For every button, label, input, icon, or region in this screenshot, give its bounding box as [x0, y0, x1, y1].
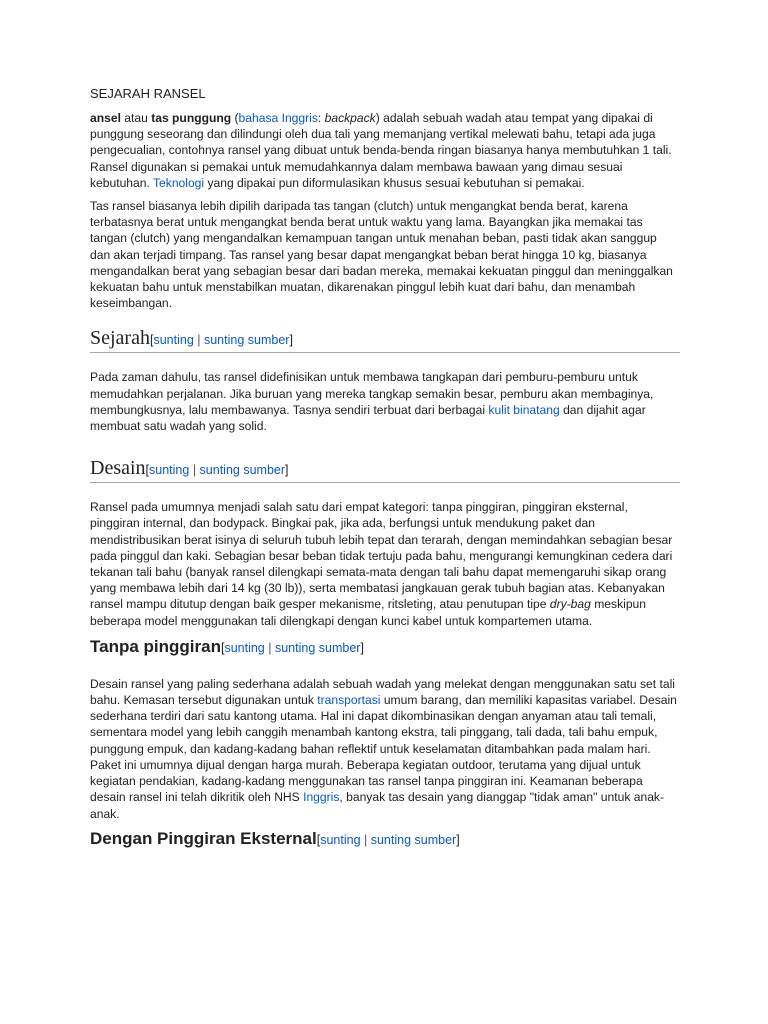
heading-sejarah: Sejarah[sunting | sunting sumber]	[90, 327, 680, 353]
desain-paragraph: Ransel pada umumnya menjadi salah satu dari empat kategori: tanpa pinggiran, pinggiran eksternal, pinggiran internal, dan bodypack. Bingkai pak, jika ada, berfungsi untuk mendukung paket dan mendistribusikan berat isinya di seluruh tubuh lebih tepat dan terarah, dengan memindahkan sebagian besar pada pinggul dan kaki. Sebagian besar beban tidak tertuju pada bahu, mengurangi kemungkinan cedera dari tekanan tali bahu (banyak ransel dilengkapi semata-mata dengan tali bahu dapat memengaruhi sikap orang yang membawa lebih dari 14 kg (30 lb)), serta membatasi jangkauan gerak tubuh bagian atas. Kebanyakan ransel mampu ditutup dengan baik gesper mekanisme, ritsleting, atau penutupan tipe dry-bag meskipun beberapa model menggunakan tali dilengkapi dengan kunci kabel untuk kompartemen utama.	[90, 500, 673, 628]
term-backpack: backpack	[324, 111, 376, 125]
edit-link-sunting[interactable]: sunting	[149, 463, 190, 478]
edit-section-sejarah: [sunting | sunting sumber]	[149, 333, 293, 348]
heading-dengan-pinggiran-eksternal: Dengan Pinggiran Eksternal[sunting | sunting sumber]	[90, 828, 460, 848]
edit-section-eksternal: [sunting | sunting sumber]	[316, 832, 460, 847]
link-teknologi[interactable]: Teknologi	[153, 175, 205, 190]
edit-link-sunting-sumber[interactable]: sunting sumber	[370, 832, 457, 847]
edit-section-desain: [sunting | sunting sumber]	[145, 463, 289, 478]
edit-link-sunting[interactable]: sunting	[224, 640, 265, 655]
link-bahasa-inggris[interactable]: bahasa Inggris	[238, 111, 318, 125]
paragraph-clutch: Tas ransel biasanya lebih dipilih daripada tas tangan (clutch) untuk mengangkat benda berat, karena terbatasnya berat untuk mengangkat benda berat untuk waktu yang lama. Bayangkan jika memakai tas tangan (clutch) yang mengandalkan kemampuan tangan untuk menahan beban, pasti tidak akan sanggup dan akan terjadi timpang. Tas ransel yang besar dapat mengangkat beban berat hingga 10 kg, biasanya mengandalkan berat yang sebagian besar dari badan mereka, memakai kekuatan pinggul dan meninggalkan kekuatan bahu untuk menstabilkan muatan, dikarenakan pinggul lebih kuat dari bahu, dan menambah keseimbangan.	[90, 199, 673, 311]
link-kulit-binatang[interactable]: kulit binatang	[488, 402, 560, 417]
link-transportasi[interactable]: transportasi	[317, 693, 381, 708]
term-tas-punggung: tas punggung	[151, 111, 232, 125]
intro-paragraph: ansel atau tas punggung (bahasa Inggris: backpack) adalah sebuah wadah atau tempat yang dipakai di punggung seseorang dan dilindungi oleh dua tali yang memanjang vertikal melewati bahu, tetapi ada juga pengecualian, contohnya ransel yang dibuat untuk benda-benda ringan biasanya hanya membutuhkan 1 tali. Ransel digunakan si pemakai untuk memudahkannya dalam membawa bawaan yang dimau sesuai kebutuhan. Teknologi yang dipakai pun diformulasikan khusus sesuai kebutuhan si pemakai.	[90, 111, 672, 190]
term-ansel: ansel	[90, 111, 121, 125]
document-title: SEJARAH RANSEL	[90, 86, 206, 101]
link-inggris[interactable]: Inggris	[303, 790, 340, 805]
tanpa-pinggiran-paragraph: Desain ransel yang paling sederhana adalah sebuah wadah yang melekat dengan menggunakan satu set tali bahu. Kemasan tersebut digunakan untuk transportasi umum barang, dan memiliki kapasitas variabel. Desain sederhana terdiri dari satu kantong utama. Hal ini dapat dikombinasikan dengan anyaman atau tali temali, sementara model yang lebih canggih menambah kantong ekstra, tali pinggang, tali dada, tali bahu empuk, punggung empuk, dan kadang-kadang bahan reflektif untuk keselamatan ditambahkan pada malam hari. Paket ini umumnya dijual dengan harga murah. Beberapa kegiatan outdoor, terutama yang dijual untuk kegiatan pendakian, kadang-kadang menggunakan tas ransel tanpa pinggiran ini. Keamanan beberapa desain ransel ini telah dikritik oleh NHS Inggris, banyak tas desain yang dianggap "tidak aman" untuk anak-anak.	[90, 676, 677, 821]
term-dry-bag: dry-bag	[549, 597, 591, 612]
edit-link-sunting-sumber[interactable]: sunting sumber	[199, 463, 286, 478]
edit-link-sunting[interactable]: sunting	[320, 832, 361, 847]
sejarah-paragraph: Pada zaman dahulu, tas ransel didefinisikan untuk membawa tangkapan dari pemburu-pemburu untuk memudahkan perjalanan. Jika buruan yang mereka tangkap semakin besar, pemburu akan membaginya, membungkusnya, lalu membawanya. Tasnya sendiri terbuat dari berbagai kulit binatang dan dijahit agar membuat satu wadah yang solid.	[90, 370, 654, 434]
edit-link-sunting-sumber[interactable]: sunting sumber	[274, 640, 361, 655]
edit-section-tanpa-pinggiran: [sunting | sunting sumber]	[220, 640, 364, 655]
article-content	[90, 86, 680, 849]
edit-link-sunting[interactable]: sunting	[153, 333, 194, 348]
heading-tanpa-pinggiran: Tanpa pinggiran[sunting | sunting sumber]	[90, 636, 364, 656]
edit-link-sunting-sumber[interactable]: sunting sumber	[203, 333, 290, 348]
heading-desain: Desain[sunting | sunting sumber]	[90, 457, 680, 483]
